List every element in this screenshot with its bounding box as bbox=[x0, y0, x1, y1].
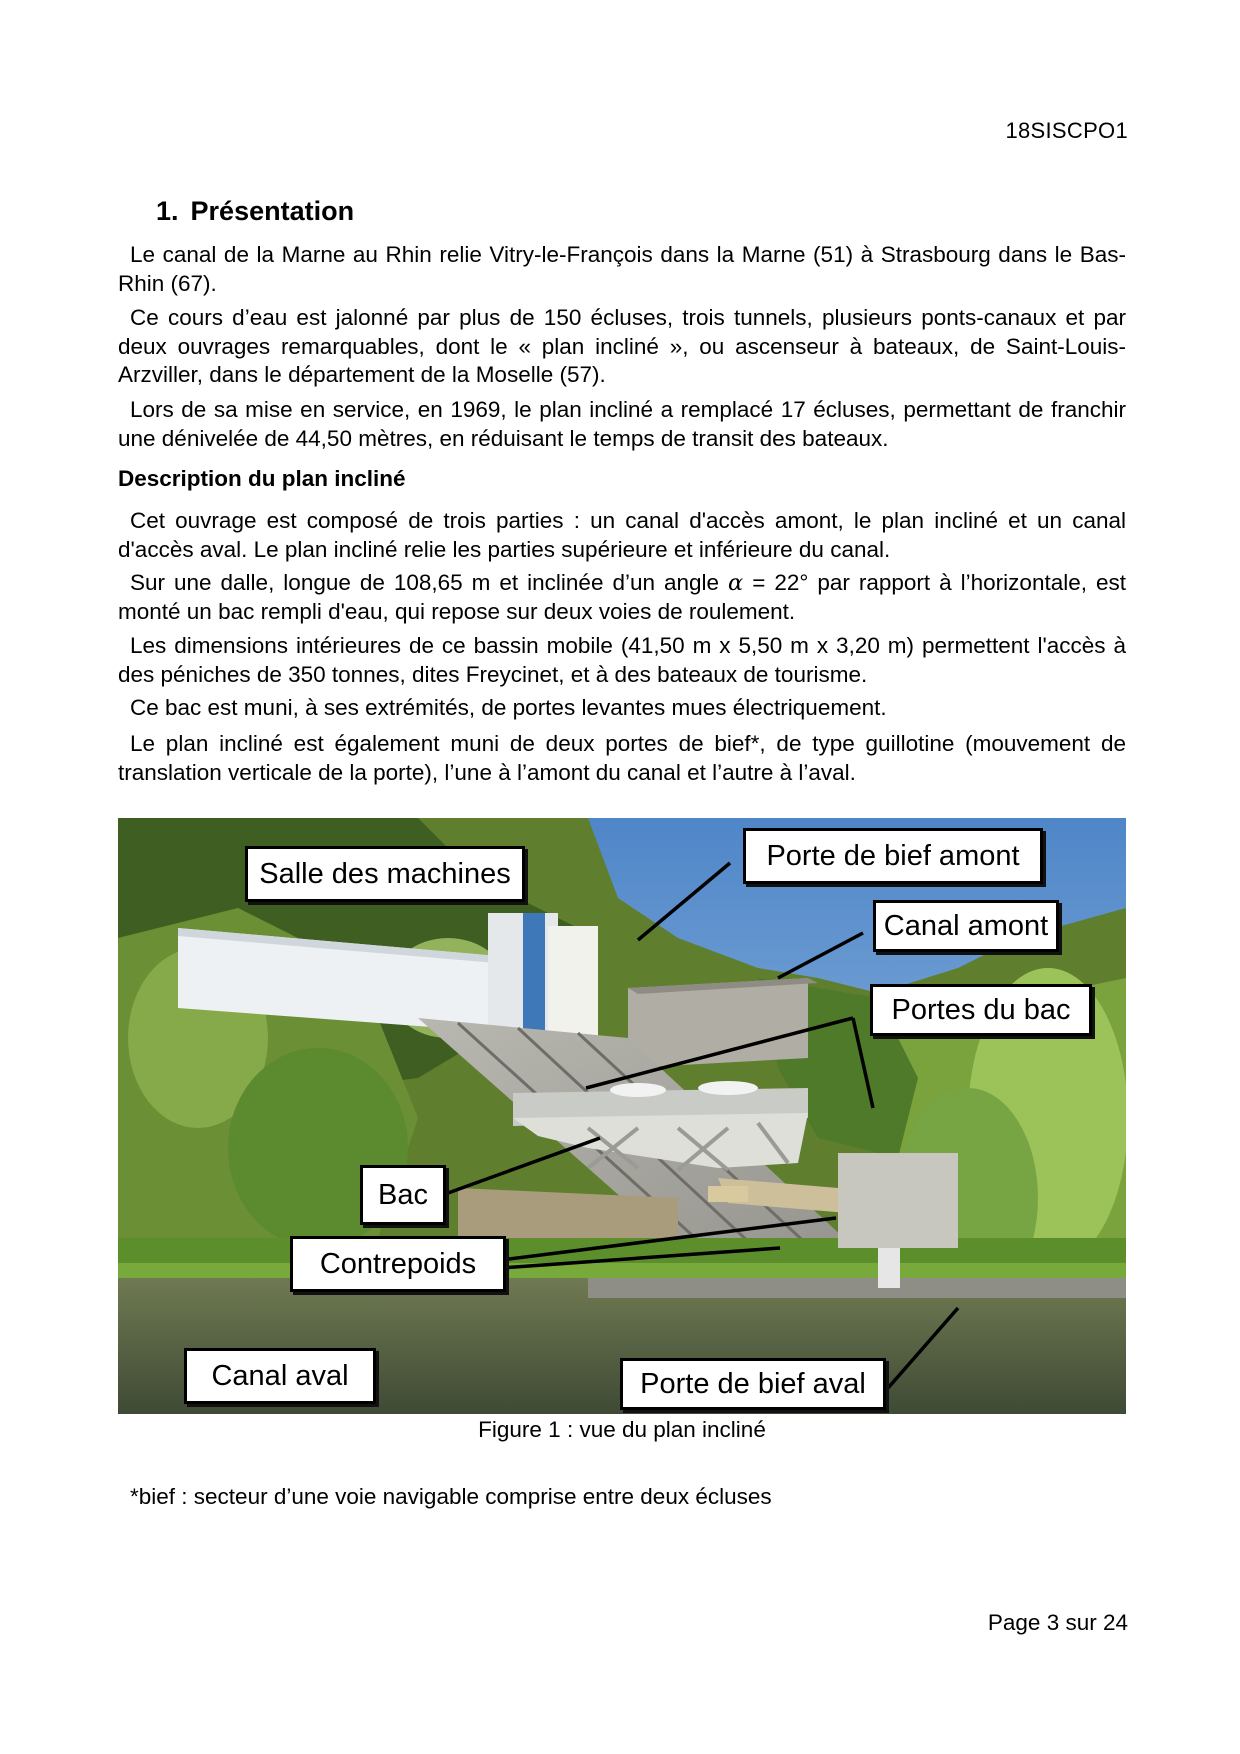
label-porte-bief-amont: Porte de bief amont bbox=[743, 828, 1043, 884]
label-canal-amont: Canal amont bbox=[873, 900, 1059, 952]
section-title-text: Présentation bbox=[190, 196, 355, 226]
paragraph-4: Cet ouvrage est composé de trois parties : un canal d'accès amont, le plan incliné et un canal d'accès aval. Le plan incliné relie les parties supérieure et inférieure du canal. bbox=[118, 508, 1126, 562]
p5-start: Sur une dalle, longue de 108,65 m et inclinée d’un angle bbox=[130, 570, 720, 595]
paragraph-1: Le canal de la Marne au Rhin relie Vitry-le-François dans la Marne (51) à Strasbourg dans le Bas-Rhin (67). bbox=[118, 242, 1126, 296]
paragraph-6: Les dimensions intérieures de ce bassin mobile (41,50 m x 5,50 m x 3,20 m) permettent l'accès à des péniches de 350 tonnes, dites Freycinet, et à des bateaux de tourisme. bbox=[118, 633, 1126, 687]
paragraph-7: Ce bac est muni, à ses extrémités, de portes levantes mues électriquement. bbox=[130, 695, 887, 720]
page-number: Page 3 sur 24 bbox=[987, 1610, 1128, 1635]
paragraph-3: Lors de sa mise en service, en 1969, le plan incliné a remplacé 17 écluses, permettant de franchir une dénivelée de 44,50 mètres, en réduisant le temps de transit des bateaux. bbox=[118, 397, 1126, 451]
figure-plan-incline bbox=[118, 818, 1126, 1414]
label-canal-aval: Canal aval bbox=[184, 1348, 376, 1404]
label-salle-des-machines: Salle des machines bbox=[245, 846, 525, 902]
label-contrepoids: Contrepoids bbox=[290, 1236, 506, 1292]
paragraph-2: Ce cours d’eau est jalonné par plus de 150 écluses, trois tunnels, plusieurs ponts-canaux et par deux ouvrages remarquables, dont le « plan incliné », ou ascenseur à bateaux, de Saint-Louis-Arzviller, dans le département de la Moselle (57). bbox=[118, 305, 1126, 387]
footnote: *bief : secteur d’une voie navigable comprise entre deux écluses bbox=[130, 1484, 772, 1509]
document-code: 18SISCPO1 bbox=[1005, 118, 1128, 143]
p5-end: = 22° par rapport à l’horizontale, est monté un bac rempli d'eau, qui repose sur deux voies de roulement. bbox=[118, 570, 1126, 624]
label-porte-bief-aval: Porte de bief aval bbox=[620, 1358, 886, 1410]
label-bac: Bac bbox=[360, 1165, 446, 1225]
subheading: Description du plan incliné bbox=[118, 466, 406, 491]
alpha-symbol: α bbox=[728, 570, 744, 596]
paragraph-5 bbox=[118, 569, 1126, 626]
label-portes-du-bac: Portes du bac bbox=[870, 984, 1092, 1036]
section-title bbox=[156, 196, 354, 227]
section-number: 1. bbox=[156, 196, 179, 226]
figure-caption: Figure 1 : vue du plan incliné bbox=[478, 1417, 766, 1442]
paragraph-8: Le plan incliné est également muni de deux portes de bief*, de type guillotine (mouvement de translation verticale de la porte), l’une à l’amont du canal et l’autre à l’aval. bbox=[118, 731, 1126, 785]
